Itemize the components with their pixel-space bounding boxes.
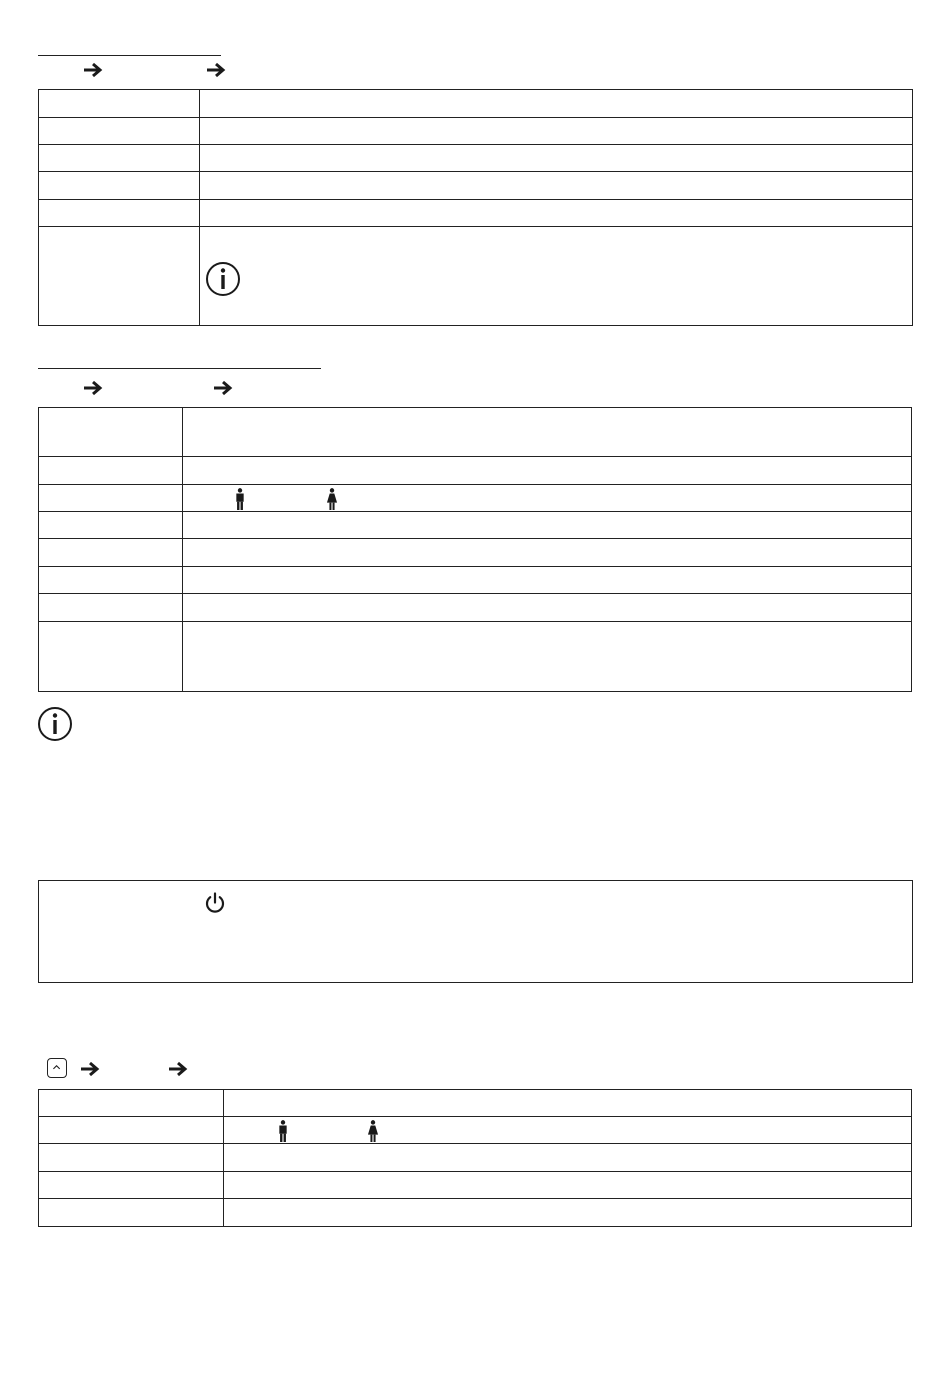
section1-heading-underline <box>38 55 221 56</box>
row-label <box>39 1172 224 1199</box>
table-row <box>39 1117 912 1144</box>
arrow-right-icon <box>83 62 103 78</box>
row-label <box>39 512 183 539</box>
table-row <box>39 457 912 485</box>
row-label <box>39 200 200 227</box>
table-row <box>39 567 912 594</box>
row-label <box>39 90 200 118</box>
section1-table <box>38 89 913 326</box>
table-row <box>39 1144 912 1172</box>
table-row <box>39 200 913 227</box>
row-value <box>183 567 912 594</box>
row-value <box>183 485 912 512</box>
section2-table <box>38 407 912 692</box>
table-row <box>39 118 913 145</box>
row-value <box>200 145 913 172</box>
row-value <box>183 622 912 692</box>
section3-table <box>38 1089 912 1227</box>
table-row <box>39 512 912 539</box>
row-label <box>39 227 200 326</box>
row-label <box>39 145 200 172</box>
row-value <box>224 1199 912 1227</box>
row-label <box>39 539 183 567</box>
info-icon <box>205 261 241 297</box>
row-label <box>39 567 183 594</box>
table-row <box>39 622 912 692</box>
row-value <box>183 512 912 539</box>
table-row <box>39 408 912 457</box>
row-value <box>224 1144 912 1172</box>
row-label <box>39 1117 224 1144</box>
row-label <box>39 457 183 485</box>
row-label <box>39 172 200 200</box>
section3-breadcrumb <box>38 1058 238 1080</box>
table-row <box>39 539 912 567</box>
female-figure-icon <box>367 1120 379 1142</box>
male-figure-icon <box>278 1120 288 1142</box>
arrow-right-icon <box>206 62 226 78</box>
row-value <box>200 172 913 200</box>
table-row <box>39 90 913 118</box>
section1-heading <box>38 36 221 52</box>
row-value <box>183 408 912 457</box>
info-icon <box>37 706 73 742</box>
chevron-up-key-icon <box>47 1058 67 1078</box>
power-notice-box <box>38 880 913 983</box>
row-value <box>200 118 913 145</box>
table-row <box>39 485 912 512</box>
arrow-right-icon <box>213 380 233 396</box>
arrow-right-icon <box>168 1061 188 1077</box>
section2-heading-underline <box>38 368 321 369</box>
female-figure-icon <box>326 488 338 510</box>
table-row <box>39 172 913 200</box>
row-value <box>200 90 913 118</box>
section1-breadcrumb <box>38 60 258 80</box>
table-row <box>39 1172 912 1199</box>
arrow-right-icon <box>83 380 103 396</box>
arrow-right-icon <box>80 1061 100 1077</box>
row-value <box>183 539 912 567</box>
row-value <box>183 457 912 485</box>
row-label <box>39 118 200 145</box>
section2-heading <box>38 349 321 365</box>
row-label <box>39 594 183 622</box>
table-row <box>39 1090 912 1117</box>
row-label <box>39 622 183 692</box>
row-label <box>39 408 183 457</box>
row-value <box>200 200 913 227</box>
male-figure-icon <box>235 488 245 510</box>
power-icon <box>203 891 227 915</box>
row-value <box>200 227 913 326</box>
section2-breadcrumb <box>38 378 268 398</box>
table-row <box>39 594 912 622</box>
row-value <box>224 1117 912 1144</box>
row-label <box>39 485 183 512</box>
row-label <box>39 1144 224 1172</box>
row-value <box>224 1172 912 1199</box>
row-label <box>39 1090 224 1117</box>
table-row <box>39 145 913 172</box>
row-label <box>39 1199 224 1227</box>
row-value <box>224 1090 912 1117</box>
row-value <box>183 594 912 622</box>
table-row <box>39 227 913 326</box>
table-row <box>39 1199 912 1227</box>
